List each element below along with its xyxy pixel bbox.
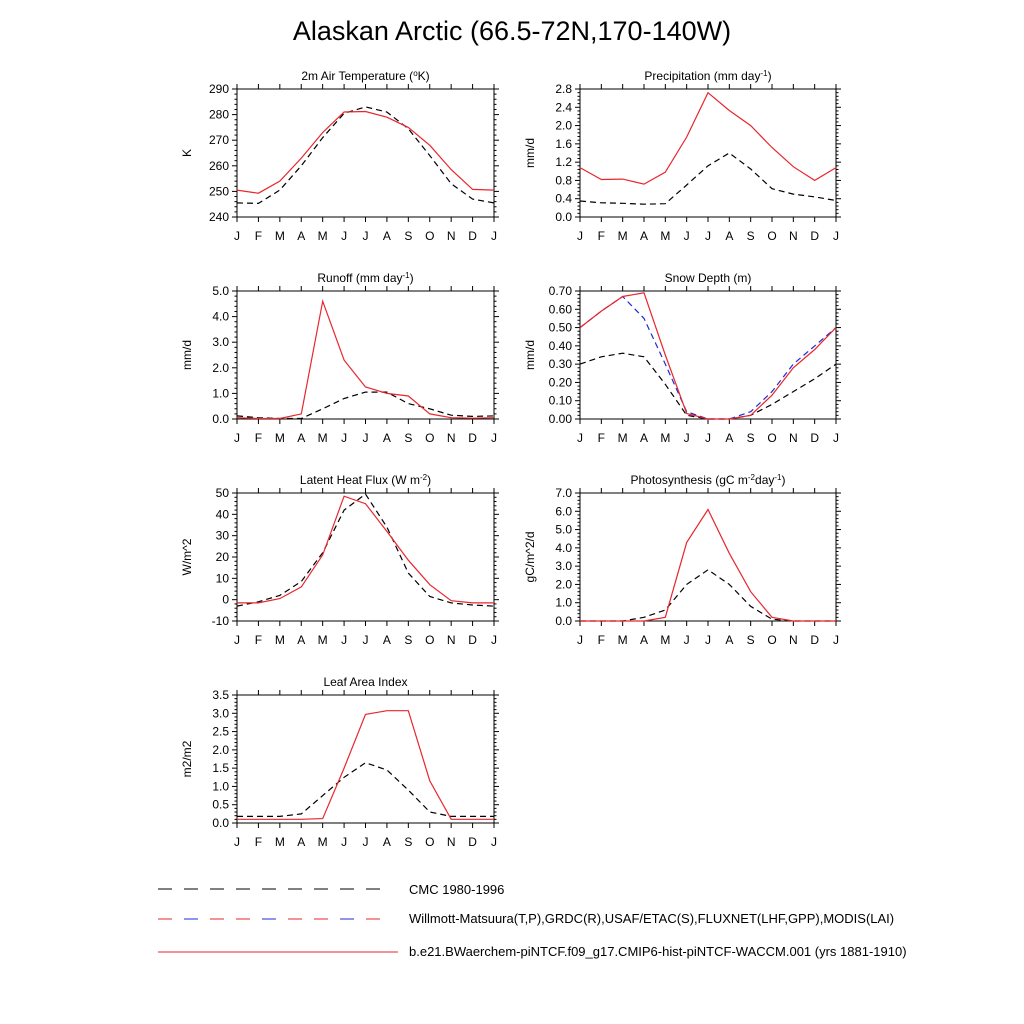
y-tick-label: 0.0	[555, 614, 572, 628]
series-line-model	[580, 293, 836, 419]
x-tick-label: J	[362, 431, 369, 445]
panel-gpp	[523, 473, 841, 648]
y-tick-label: 2.8	[555, 82, 572, 96]
x-tick-label: S	[404, 633, 413, 647]
y-tick-label: 3.0	[212, 335, 229, 350]
x-tick-label: F	[254, 633, 263, 647]
y-tick-label: 0.50	[548, 320, 572, 335]
x-tick-label: A	[725, 229, 734, 243]
y-tick-label: 0.0	[555, 210, 572, 224]
x-tick-label: J	[833, 229, 839, 243]
y-tick-label: 7.0	[555, 486, 572, 500]
x-tick-label: M	[317, 431, 328, 445]
x-tick-label: D	[810, 431, 820, 445]
y-axis-label: gC/m^2/d	[523, 531, 537, 583]
y-tick-label: 6.0	[555, 504, 572, 519]
x-tick-label: J	[683, 431, 690, 445]
x-tick-label: J	[705, 229, 711, 243]
x-tick-label: M	[660, 229, 671, 243]
x-tick-label: J	[491, 835, 497, 849]
x-tick-label: S	[746, 431, 755, 445]
x-tick-label: A	[382, 835, 391, 849]
x-tick-label: N	[446, 431, 456, 445]
x-tick-label: J	[577, 431, 583, 445]
x-tick-label: N	[788, 633, 798, 647]
y-tick-label: 0.20	[548, 375, 572, 390]
y-tick-label: 260	[208, 158, 229, 173]
x-tick-label: M	[274, 229, 285, 243]
y-tick-label: 2.0	[555, 118, 572, 133]
y-tick-label: 0	[222, 592, 229, 607]
x-tick-label: F	[254, 431, 263, 445]
series-line-snow_obs	[580, 297, 836, 420]
y-tick-label: 0.0	[212, 816, 229, 830]
x-tick-label: J	[234, 229, 240, 243]
series-line-model	[237, 496, 494, 603]
y-tick-label: 0.40	[548, 338, 572, 353]
x-tick-label: D	[468, 633, 477, 647]
x-tick-label: N	[446, 633, 456, 647]
x-tick-label: N	[446, 835, 456, 849]
legend	[158, 889, 398, 952]
x-tick-label: S	[404, 835, 413, 849]
y-tick-label: 2.5	[212, 724, 229, 739]
x-tick-label: J	[705, 633, 711, 647]
x-tick-label: A	[639, 431, 649, 445]
x-tick-label: J	[341, 633, 348, 647]
x-tick-label: M	[274, 431, 285, 445]
x-tick-label: O	[425, 431, 435, 445]
x-tick-label: M	[274, 633, 285, 647]
x-tick-label: A	[297, 229, 306, 243]
y-axis-label: W/m^2	[180, 538, 194, 576]
y-tick-label: 1.0	[555, 595, 572, 610]
x-tick-label: J	[491, 431, 497, 445]
x-tick-label: J	[234, 835, 240, 849]
x-tick-label: A	[382, 229, 391, 243]
x-tick-label: O	[767, 633, 777, 647]
x-tick-label: F	[597, 431, 606, 445]
series-line-obs	[580, 353, 836, 419]
series-line-model	[237, 711, 494, 820]
x-tick-label: S	[746, 229, 755, 243]
x-tick-label: A	[725, 633, 734, 647]
plot-frame	[237, 493, 494, 621]
y-axis-label: m2/m2	[180, 740, 194, 778]
x-tick-label: D	[468, 229, 477, 243]
x-tick-label: F	[597, 229, 606, 243]
series-line-obs	[237, 763, 494, 817]
legend-label-cmc: CMC 1980-1996	[409, 882, 505, 897]
x-tick-label: A	[725, 431, 734, 445]
x-tick-label: O	[425, 229, 435, 243]
y-tick-label: 1.5	[212, 761, 229, 776]
x-tick-label: A	[297, 633, 306, 647]
y-tick-label: 5.0	[555, 522, 572, 537]
x-tick-label: A	[639, 229, 649, 243]
x-tick-label: A	[382, 431, 391, 445]
y-tick-label: 30	[215, 528, 229, 543]
y-tick-label: 240	[208, 210, 229, 224]
x-tick-label: J	[234, 633, 240, 647]
x-tick-label: J	[341, 229, 348, 243]
x-tick-label: N	[788, 431, 798, 445]
plot-frame	[580, 291, 836, 419]
legend-label-model: b.e21.BWaerchem-piNTCF.f09_g17.CMIP6-hist-piNTCF-WACCM.001 (yrs 1881-1910)	[409, 944, 907, 959]
x-tick-label: J	[683, 633, 690, 647]
x-tick-label: J	[833, 431, 839, 445]
figure-title: Alaskan Arctic (66.5-72N,170-140W)	[292, 16, 732, 46]
y-tick-label: 1.6	[555, 136, 572, 151]
x-tick-label: S	[404, 229, 413, 243]
y-tick-label: 2.4	[555, 100, 572, 115]
series-line-model	[237, 112, 494, 194]
y-tick-label: 250	[208, 184, 229, 199]
x-tick-label: F	[254, 229, 263, 243]
y-tick-label: 2.0	[212, 742, 229, 757]
plot-frame	[237, 291, 494, 419]
x-tick-label: M	[660, 431, 671, 445]
x-tick-label: F	[597, 633, 606, 647]
x-tick-label: J	[833, 633, 839, 647]
series-line-obs	[237, 392, 494, 418]
x-tick-label: M	[660, 633, 671, 647]
panel-title: 2m Air Temperature ($^o$K)	[301, 68, 430, 83]
panel-title: Latent Heat Flux (W $m^{-2}$)	[299, 472, 432, 487]
x-tick-label: J	[705, 431, 711, 445]
x-tick-label: M	[317, 633, 328, 647]
x-tick-label: J	[362, 633, 369, 647]
x-tick-label: J	[577, 229, 583, 243]
y-tick-label: 1.2	[555, 155, 572, 170]
panel-runoff	[180, 271, 499, 446]
x-tick-label: M	[317, 229, 328, 243]
y-tick-label: 290	[208, 82, 229, 96]
y-axis-label: mm/d	[523, 340, 537, 370]
series-line-obs	[237, 107, 494, 203]
x-tick-label: A	[297, 835, 306, 849]
panel-tsa	[180, 69, 499, 244]
y-tick-label: 10	[215, 571, 229, 586]
y-tick-label: 0.00	[548, 412, 572, 426]
y-tick-label: 5.0	[212, 284, 229, 298]
series-line-model	[580, 510, 836, 622]
x-tick-label: O	[767, 431, 777, 445]
x-tick-label: D	[468, 835, 477, 849]
panel-precip	[523, 69, 841, 244]
x-tick-label: O	[767, 229, 777, 243]
y-tick-label: -10	[211, 614, 229, 628]
x-tick-label: A	[639, 633, 649, 647]
x-tick-label: F	[254, 835, 263, 849]
y-tick-label: 2.0	[212, 360, 229, 375]
x-tick-label: D	[810, 229, 820, 243]
x-tick-label: A	[297, 431, 306, 445]
x-tick-label: J	[683, 229, 690, 243]
series-line-model	[237, 301, 494, 418]
y-tick-label: 3.0	[212, 706, 229, 721]
panel-title: Snow Depth (m)	[664, 271, 752, 285]
x-tick-label: M	[617, 229, 628, 243]
x-tick-label: J	[362, 835, 369, 849]
x-tick-label: D	[810, 633, 820, 647]
panel-lai	[180, 675, 499, 849]
x-tick-label: J	[577, 633, 583, 647]
y-tick-label: 1.0	[212, 779, 229, 794]
panel-title: Leaf Area Index	[323, 675, 408, 689]
panel-lhf	[180, 473, 499, 648]
x-tick-label: A	[382, 633, 391, 647]
y-tick-label: 50	[215, 486, 229, 500]
x-tick-label: J	[491, 229, 497, 243]
panel-title: Precipitation (mm day$^{-1}$)	[644, 68, 772, 83]
legend-label-obs: Willmott-Matsuura(T,P),GRDC(R),USAF/ETAC(S),FLUXNET(LHF,GPP),MODIS(LAI)	[409, 911, 895, 926]
panel-title: Photosynthesis (gC $m^{-2}day^{-1}$)	[630, 472, 786, 487]
y-tick-label: 3.0	[555, 559, 572, 574]
y-tick-label: 0.5	[212, 797, 229, 812]
y-tick-label: 0.0	[212, 412, 229, 426]
x-tick-label: M	[274, 835, 285, 849]
x-tick-label: S	[746, 633, 755, 647]
x-tick-label: N	[446, 229, 456, 243]
x-tick-label: S	[404, 431, 413, 445]
y-tick-label: 280	[208, 107, 229, 122]
x-tick-label: M	[617, 431, 628, 445]
panel-snow	[523, 271, 841, 445]
series-line-obs	[237, 494, 494, 606]
y-axis-label: mm/d	[180, 340, 194, 370]
y-tick-label: 270	[208, 133, 229, 148]
x-tick-label: J	[341, 431, 348, 445]
y-tick-label: 0.10	[548, 393, 572, 408]
x-tick-label: N	[788, 229, 798, 243]
y-tick-label: 3.5	[212, 688, 229, 702]
y-axis-label: K	[180, 148, 194, 158]
x-tick-label: M	[617, 633, 628, 647]
y-tick-label: 0.30	[548, 357, 572, 372]
y-tick-label: 1.0	[212, 386, 229, 401]
x-tick-label: O	[425, 633, 435, 647]
y-tick-label: 4.0	[212, 309, 229, 324]
x-tick-label: D	[468, 431, 477, 445]
plot-frame	[580, 89, 836, 217]
y-tick-label: 2.0	[555, 577, 572, 592]
x-tick-label: J	[362, 229, 369, 243]
panel-title: Runoff (mm day$^{-1}$)	[317, 270, 414, 285]
y-tick-label: 0.70	[548, 284, 572, 298]
y-tick-label: 0.60	[548, 302, 572, 317]
y-tick-label: 4.0	[555, 540, 572, 555]
y-tick-label: 20	[215, 550, 229, 564]
y-tick-label: 40	[215, 507, 229, 522]
x-tick-label: J	[234, 431, 240, 445]
x-tick-label: J	[341, 835, 348, 849]
x-tick-label: J	[491, 633, 497, 647]
y-tick-label: 0.4	[555, 191, 572, 206]
y-axis-label: mm/d	[523, 138, 537, 168]
x-tick-label: O	[425, 835, 435, 849]
series-line-obs	[580, 570, 836, 621]
plot-frame	[580, 493, 836, 621]
x-tick-label: M	[317, 835, 328, 849]
y-tick-label: 0.8	[555, 173, 572, 188]
plot-frame	[237, 89, 494, 217]
series-line-model	[580, 93, 836, 184]
